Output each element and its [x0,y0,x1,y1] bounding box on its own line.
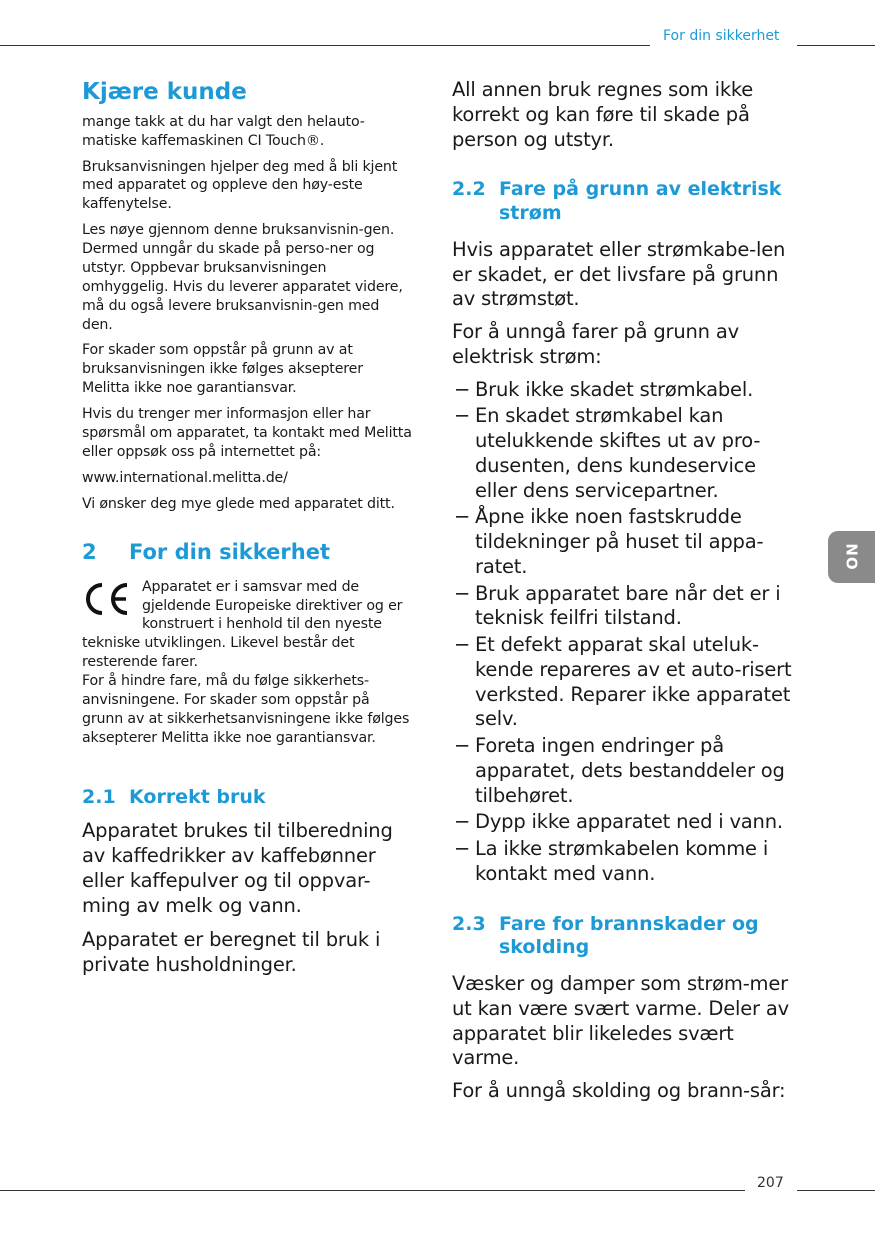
language-tab-label: NO [842,543,861,571]
website-url[interactable]: www.international.melitta.de/ [82,469,288,486]
body-paragraph: Apparatet er beregnet til bruk i private husholdninger. [82,928,381,976]
ce-conformity-block [82,578,414,748]
section-title: Korrekt bruk [129,785,266,808]
dash-bullet: − [454,633,471,656]
left-column [82,78,414,988]
intro-text [82,113,414,514]
list-item-text: Åpne ikke noen fastskrudde tildekninger på huset til appa-ratet. [475,505,764,578]
section-2-2-heading [452,178,792,226]
section-2-1-body [82,819,414,978]
language-tab[interactable] [828,531,875,583]
ce-mark-graphic [82,581,132,617]
list-item [452,505,792,579]
header-rule-left [0,45,650,46]
section-title: Fare for brannskader og skolding [499,912,759,959]
section-number: 2.3 [452,912,486,935]
section-2-2 [452,178,792,226]
body-paragraph: Hvis apparatet eller strømkabe-len er skadet, er det livsfare på grunn av strømstøt. [452,237,786,311]
list-item [452,582,792,632]
list-item [452,404,792,503]
section-number: 2.2 [452,178,486,201]
list-item [452,734,792,808]
section-2-2-body [452,238,792,370]
section-number: 2 [82,540,97,565]
intro-title: Kjære kunde [82,79,247,105]
list-item-text: Bruk apparatet bare når det er i teknisk feilfri tilstand. [475,581,781,630]
electrical-safety-list [452,378,792,887]
body-paragraph: Apparatet brukes til tilberedning av kaffedrikker av kaffebønner eller kaffepulver og til oppvar-ming av melk og vann. [82,819,393,917]
section-2-3-body [452,972,792,1104]
list-item-text: La ikke strømkabelen komme i kontakt med vann. [475,837,769,885]
section-2 [82,539,414,747]
footer-rule-left [0,1190,745,1191]
right-column [452,78,792,1112]
dash-bullet: − [454,734,471,757]
intro-paragraph: Les nøye gjennom denne bruksanvisnin-gen. Dermed unngår du skade på perso-ner og utstyr. Oppbevar bruksanvisningen omhyggelig. Hvis du leverer apparatet videre, må du også levere bruksanvisnin-gen med den. [82,222,403,333]
section-number: 2.1 [82,785,116,808]
intro-paragraph: Hvis du trenger mer informasjon eller har spørsmål om apparatet, ta kontakt med Melitta eller oppsøk oss på internettet på: [82,406,412,460]
body-paragraph: All annen bruk regnes som ikke korrekt og kan føre til skade på person og utstyr. [452,78,754,151]
list-item-text: Bruk ikke skadet strømkabel. [475,377,754,401]
list-item-text: Dypp ikke apparatet ned i vann. [475,810,783,834]
intro-paragraph: Vi ønsker deg mye glede med apparatet ditt. [82,495,395,512]
section-2-1 [82,786,414,978]
body-paragraph: For å unngå farer på grunn av elektrisk strøm: [452,320,739,368]
section-2-3-heading [452,913,792,961]
section-2-heading [82,539,414,565]
section-title: For din sikkerhet [129,540,330,565]
dash-bullet: − [454,837,471,860]
footer-rule-right [797,1190,875,1191]
dash-bullet: − [454,404,471,428]
list-item [452,378,792,403]
body-paragraph: Væsker og damper som strøm-mer ut kan være svært varme. Deler av apparatet blir likeledes svært varme. [452,972,789,1070]
section-2-1-heading [82,786,414,810]
list-item [452,633,792,732]
list-item-text: En skadet strømkabel kan utelukkende skiftes ut av pro-dusenten, dens kundeservice eller dens servicepartner. [475,404,761,502]
ce-text: Apparatet er i samsvar med de gjeldende Europeiske direktiver og er konstruert i henhold til den nyeste tekniske utviklingen. Likevel består det resterende farer. [82,578,403,671]
section-2-1-continued [452,78,792,152]
intro-paragraph: For skader som oppstår på grunn av at bruksanvisningen ikke følges aksepterer Melitta ikke noe garantiansvar. [82,342,363,397]
list-item-text: Foreta ingen endringer på apparatet, dets bestanddeler og tilbehøret. [475,734,785,807]
list-item [452,837,792,887]
body-paragraph: For å unngå skolding og brann-sår: [452,1079,786,1102]
dash-bullet: − [454,810,471,834]
list-item-text: Et defekt apparat skal uteluk-kende repareres av et auto-risert verksted. Reparer ikke apparatet selv. [475,633,792,731]
ce-mark-icon [82,580,134,618]
dash-bullet: − [454,377,471,401]
dash-bullet: − [454,505,471,529]
section-title: Fare på grunn av elektrisk strøm [499,178,782,224]
safety-instructions-note: For å hindre fare, må du følge sikkerhets-anvisningene. For skader som oppstår på grunn av at sikkerhetsanvisningene ikke følges aksepterer Melitta ikke noe garantiansvar. [82,673,410,746]
page-number: 207 [757,1175,784,1191]
list-item [452,810,792,835]
dash-bullet: − [454,581,471,605]
running-header: For din sikkerhet [663,28,780,44]
header-rule-right [797,45,875,46]
intro-paragraph: Bruksanvisningen hjelper deg med å bli kjent med apparatet og oppleve den høy-este kaffenytelse. [82,158,398,213]
section-2-3 [452,913,792,961]
intro-paragraph: mange takk at du har valgt den helauto-matiske kaffemaskinen CI Touch®. [82,113,365,149]
